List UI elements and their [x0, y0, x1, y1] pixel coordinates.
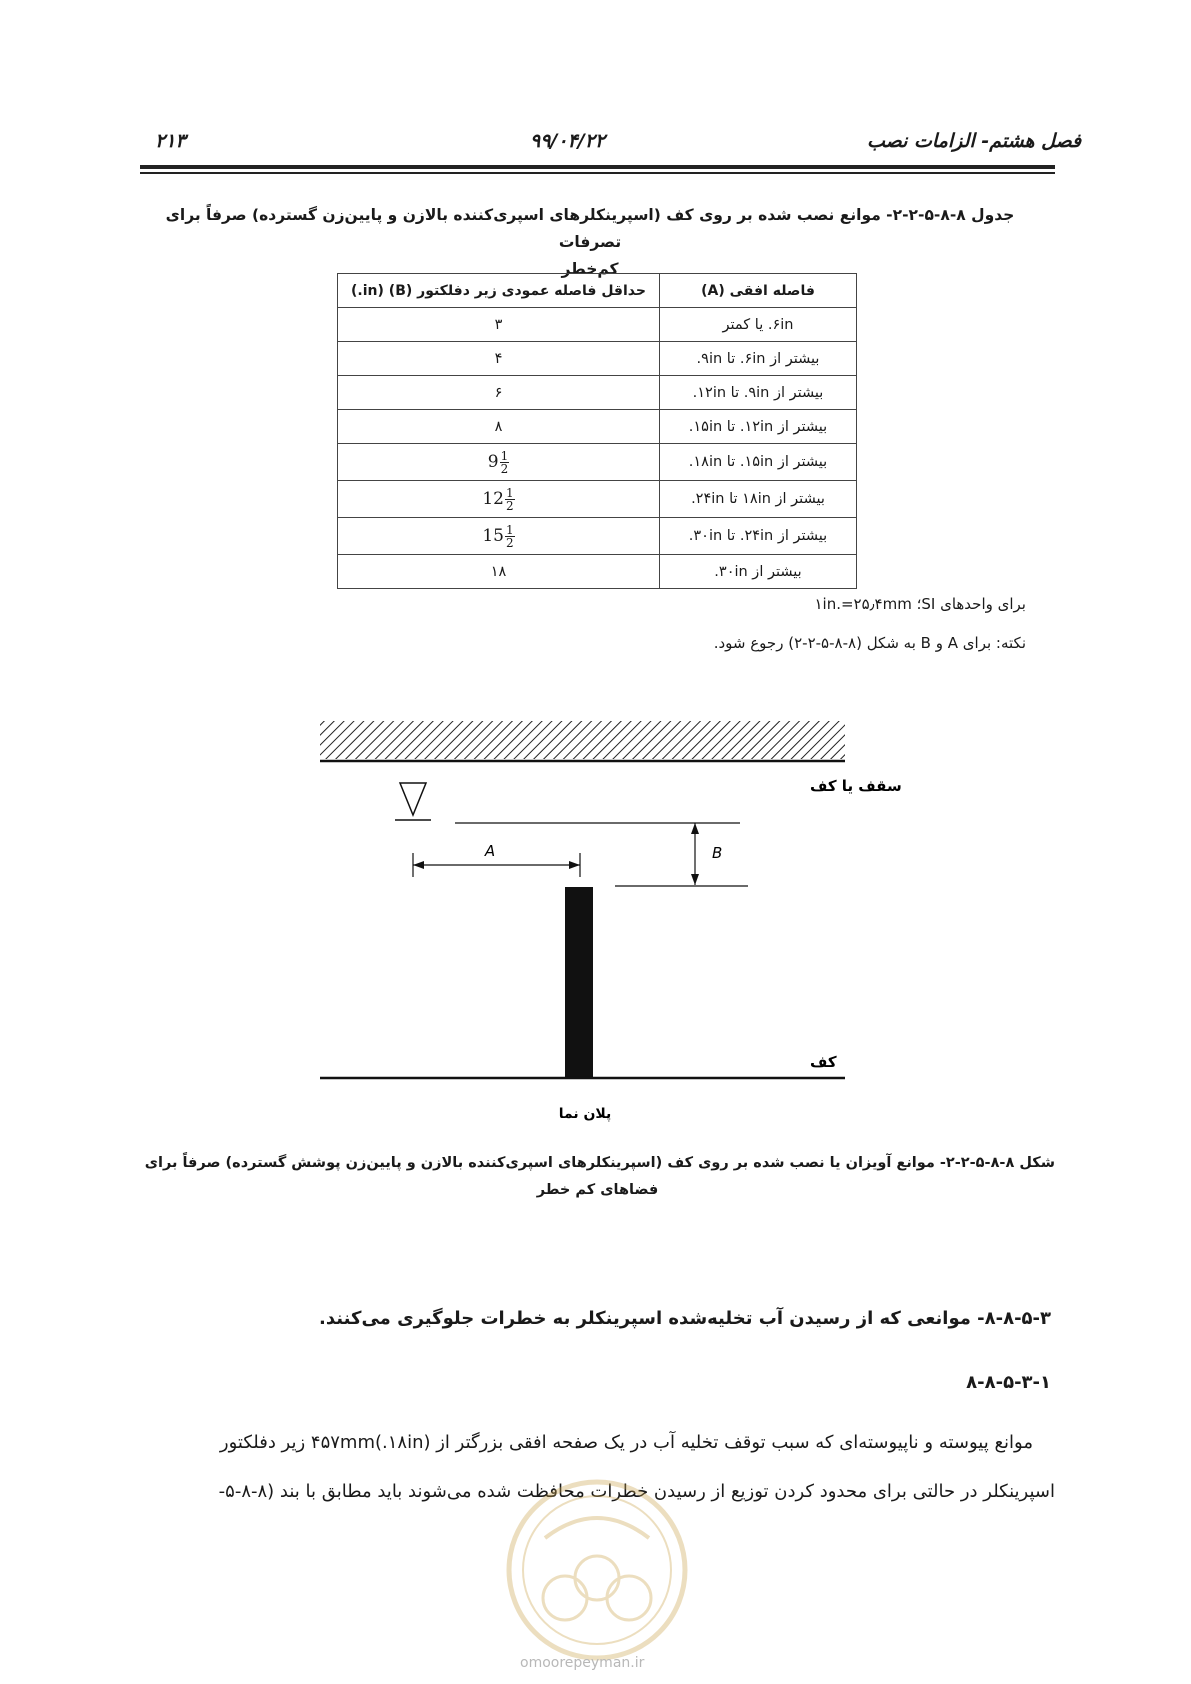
cell-vertical: [338, 481, 660, 518]
watermark-url: omoorepeyman.ir: [520, 1655, 645, 1671]
mixed-fraction: [488, 450, 509, 475]
table-row: [338, 555, 857, 589]
page-number: ۲۱۳: [155, 130, 186, 152]
header-rule-thick: [140, 165, 1055, 169]
floor-label: کف: [810, 1053, 837, 1071]
plan-view-label: پلان نما: [558, 1106, 612, 1122]
fraction-numerator: 1: [506, 485, 514, 500]
dim-b-arrow-up-icon: [691, 823, 699, 834]
fraction-numerator: 1: [500, 448, 509, 463]
ceiling-label: سقف یا کف: [810, 777, 902, 795]
table-note: نکته: برای A و B به شکل (۸-۸-۵-۲-۲) رجوع شود.: [713, 634, 1026, 652]
mixed-fraction: [482, 524, 514, 549]
ceiling-hatch: [320, 721, 845, 759]
table-caption: [150, 202, 1030, 283]
mixed-fraction: [482, 487, 514, 512]
cell-horizontal: ۶in. یا کمتر: [660, 308, 857, 342]
cell-vertical: [338, 444, 660, 481]
fraction-whole: 15: [482, 526, 504, 546]
fraction-denominator: 2: [506, 498, 514, 513]
clearance-table: [337, 273, 857, 589]
deflector-triangle-icon: [395, 783, 431, 820]
dim-b-arrow-down-icon: [691, 874, 699, 885]
fraction-numerator: 1: [506, 522, 514, 537]
table-caption-line2: کم‌خطر: [561, 260, 619, 278]
subsection-number: ۸-۸-۵-۳-۱: [966, 1372, 1051, 1393]
obstruction-figure: [300, 705, 902, 1125]
table-row: [338, 518, 857, 555]
header-date: ۹۹/۰۴/۲۲: [530, 130, 606, 152]
cell-horizontal: بیشتر از ۱۲in. تا ۱۵in.: [660, 410, 857, 444]
cell-vertical: ۴: [338, 342, 660, 376]
cell-horizontal: بیشتر از ۱۵in. تا ۱۸in.: [660, 444, 857, 481]
cell-vertical: ۱۸: [338, 555, 660, 589]
cell-vertical: ۶: [338, 376, 660, 410]
si-units-note: برای واحدهای SI؛ ۱in.=۲۵٫۴mm: [814, 595, 1026, 613]
figure-caption-line2: فضاهای کم خطر: [536, 1182, 659, 1198]
cell-vertical: [338, 518, 660, 555]
dim-a-arrow-right-icon: [569, 861, 580, 869]
watermark-seal-icon: [505, 1478, 690, 1663]
fraction-whole: 12: [482, 489, 504, 509]
fraction-denominator: 2: [506, 535, 514, 550]
dim-a-arrow-left-icon: [413, 861, 424, 869]
table-row: [338, 410, 857, 444]
header-rule-thin: [140, 172, 1055, 174]
obstruction-post: [565, 887, 593, 1077]
table-row: [338, 308, 857, 342]
figure-caption-line1: شکل ۸-۸-۵-۲-۲- موانع آویزان یا نصب شده بر روی کف (اسپرینکلرهای اسپری‌کننده بالازن و پایین‌زن پوشش گسترده) صرفاً برای: [144, 1155, 1055, 1171]
cell-vertical: ۳: [338, 308, 660, 342]
paragraph-line2: اسپرینکلر در حالتی برای محدود کردن توزیع از رسیدن خطرات محافظت شده می‌شوند باید مطابق با بند (۸-۸-۵-: [218, 1481, 1055, 1502]
table-header-horizontal: فاصله افقی (A): [660, 274, 857, 308]
dim-b-label: B: [712, 844, 723, 862]
paragraph-line1: موانع پیوسته و ناپیوسته‌ای که سبب توقف تخلیه آب در یک صفحه افقی بزرگتر از ۴۵۷mm(.۱۸in) زیر دفلکتور: [219, 1432, 1033, 1453]
fraction-whole: 9: [487, 452, 499, 472]
cell-horizontal: بیشتر از ۶in. تا ۹in.: [660, 342, 857, 376]
cell-horizontal: بیشتر از ۱۸in تا ۲۴in.: [660, 481, 857, 518]
fraction-denominator: 2: [500, 461, 509, 476]
cell-vertical: ۸: [338, 410, 660, 444]
cell-horizontal: بیشتر از ۹in. تا ۱۲in.: [660, 376, 857, 410]
section-heading: ۸-۸-۵-۳- موانعی که از رسیدن آب تخلیه‌شده اسپرینکلر به خطرات جلوگیری می‌کنند.: [319, 1308, 1051, 1329]
cell-horizontal: بیشتر از ۳۰in.: [660, 555, 857, 589]
table-row: [338, 481, 857, 518]
chapter-title: فصل هشتم- الزامات نصب: [867, 130, 1082, 152]
cell-horizontal: بیشتر از ۲۴in. تا ۳۰in.: [660, 518, 857, 555]
table-header-vertical: حداقل فاصله عمودی زیر دفلکتور (B) (in.): [338, 274, 660, 308]
dim-a-label: A: [484, 842, 496, 860]
table-row: [338, 444, 857, 481]
table-row: [338, 342, 857, 376]
table-caption-line1: جدول ۸-۸-۵-۲-۲- موانع نصب شده بر روی کف (اسپرینکلرهای اسپری‌کننده بالازن و پایین‌زن گسترده) صرفاً برای تصرفات: [165, 206, 1015, 251]
figure-caption: [140, 1150, 1055, 1204]
table-row: [338, 376, 857, 410]
